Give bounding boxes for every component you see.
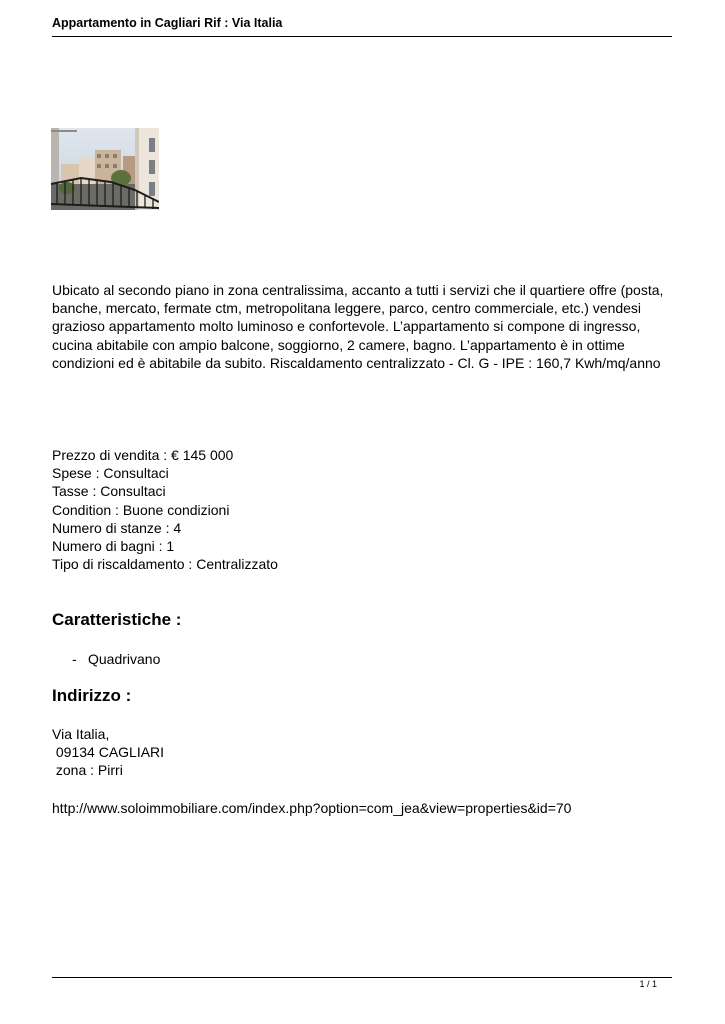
footer-divider: [52, 977, 672, 978]
bullet-dash: -: [72, 651, 77, 667]
header-divider: [52, 36, 672, 37]
page-title: Appartamento in Cagliari Rif : Via Italia: [52, 16, 283, 30]
detail-heating: Tipo di riscaldamento : Centralizzato: [52, 556, 278, 573]
address-street: Via Italia,: [52, 726, 110, 742]
features-heading: Caratteristiche :: [52, 610, 182, 629]
detail-taxes: Tasse : Consultaci: [52, 483, 166, 500]
page-number: 1 / 1: [639, 979, 657, 989]
property-photo: [51, 128, 159, 210]
detail-rooms: Numero di stanze : 4: [52, 519, 182, 536]
address-heading: Indirizzo :: [52, 686, 132, 705]
property-description: Ubicato al secondo piano in zona centralissima, accanto a tutti i servizi che il quartiere offre (posta, banche, mercato, fermate ctm, metropolitana leggere, parco, centro commerciale, etc.) vendesi grazioso appartamento molto luminoso e confortevole. L’appartamento si compone di ingresso, cucina abitabile con ampio balcone, soggiorno, 2 camere, bagno. L’appartamento è in ottime condizioni ed è abitabile da subito. Riscaldamento centralizzato - Cl. G - IPE : 160,7 Kwh/mq/anno: [52, 282, 664, 371]
address-zone: zona : Pirri: [52, 762, 123, 779]
address-block: [52, 725, 164, 780]
feature-list-item: [72, 650, 160, 668]
property-details: [52, 446, 652, 573]
detail-expenses: Spese : Consultaci: [52, 465, 169, 482]
feature-label: Quadrivano: [88, 651, 161, 667]
detail-price: Prezzo di vendita : € 145 000: [52, 447, 234, 463]
detail-condition: Condition : Buone condizioni: [52, 501, 230, 518]
address-city: 09134 CAGLIARI: [52, 744, 165, 761]
source-url: http://www.soloimmobiliare.com/index.php?option=com_jea&view=properties&id=70: [52, 800, 572, 816]
detail-bathrooms: Numero di bagni : 1: [52, 538, 175, 555]
